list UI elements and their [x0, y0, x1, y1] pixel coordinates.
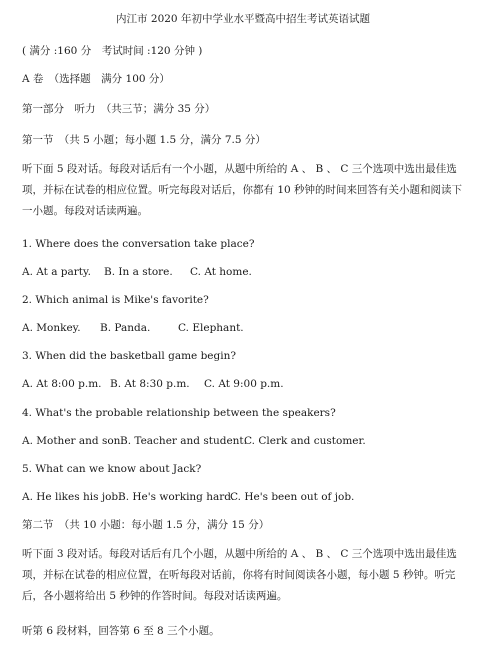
question-4-option-c: C. Clerk and customer.: [244, 435, 366, 447]
question-5-option-a: A. He likes his job.: [22, 491, 122, 503]
question-2-option-a: A. Monkey.: [22, 322, 81, 334]
section1-instructions: 听下面 5 段对话。每段对话后有一个小题，从题中所给的 A 、 B 、 C 三个选项中选出最佳选项，并标在试卷的相应位置。听完每段对话后，你都有 10 秒钟的时间来回答有关小题和阅读下一小题。每段对话读两遍。: [22, 163, 463, 217]
question-5-option-c: C. He's been out of job.: [230, 491, 355, 503]
question-2-stem: 2. Which animal is Mike's favorite?: [22, 294, 209, 306]
question-4-option-b: B. Teacher and student.: [120, 435, 247, 447]
question-3-options: [22, 378, 464, 391]
question-1-option-c: C. At home.: [190, 266, 252, 278]
volume-a-heading: A 卷 （选择题 满分 100 分）: [22, 73, 170, 85]
question-2-options: [22, 322, 464, 335]
question-4-options: [22, 435, 464, 448]
question-5-stem: 5. What can we know about Jack?: [22, 463, 202, 475]
question-2-option-b: B. Panda.: [100, 322, 151, 334]
section2-instructions: 听下面 3 段对话。每段对话后有几个小题，从题中所给的 A 、 B 、 C 三个选项中选出最佳选项，并标在试卷的相应位置，在听每段对话前，你将有时间阅读各小题，每小题 5 秒钟。听完后，各小题将给出 5 秒钟的作答时间。每段对话读两遍。: [22, 548, 457, 602]
question-4-stem: 4. What's the probable relationship between the speakers?: [22, 407, 336, 419]
question-5-option-b: B. He's working hard.: [118, 491, 235, 503]
exam-title: 内江市 2020 年初中学业水平暨高中招生考试英语试题: [116, 13, 370, 25]
section1-heading: 第一节 （共 5 小题；每小题 1.5 分，满分 7.5 分）: [22, 134, 266, 146]
question-1-options: [22, 266, 464, 279]
section2-heading: 第二节 （共 10 小题：每小题 1.5 分，满分 15 分）: [22, 519, 270, 531]
question-5-options: [22, 491, 464, 504]
question-3-stem: 3. When did the basketball game begin?: [22, 350, 236, 362]
question-3-option-a: A. At 8:00 p.m.: [22, 378, 102, 390]
question-4-option-a: A. Mother and son.: [22, 435, 124, 447]
exam-meta: ( 满分 :160 分 考试时间 :120 分钟 ): [22, 45, 203, 57]
question-1-stem: 1. Where does the conversation take place?: [22, 238, 255, 250]
material-6-note: 听第 6 段材料，回答第 6 至 8 三个小题。: [22, 625, 220, 637]
question-3-option-c: C. At 9:00 p.m.: [204, 378, 284, 390]
question-2-option-c: C. Elephant.: [178, 322, 244, 334]
part1-heading: 第一部分 听力 （共三节；满分 35 分）: [22, 103, 216, 115]
question-1-option-b: B. In a store.: [104, 266, 173, 278]
question-3-option-b: B. At 8:30 p.m.: [110, 378, 190, 390]
question-1-option-a: A. At a party.: [22, 266, 91, 278]
